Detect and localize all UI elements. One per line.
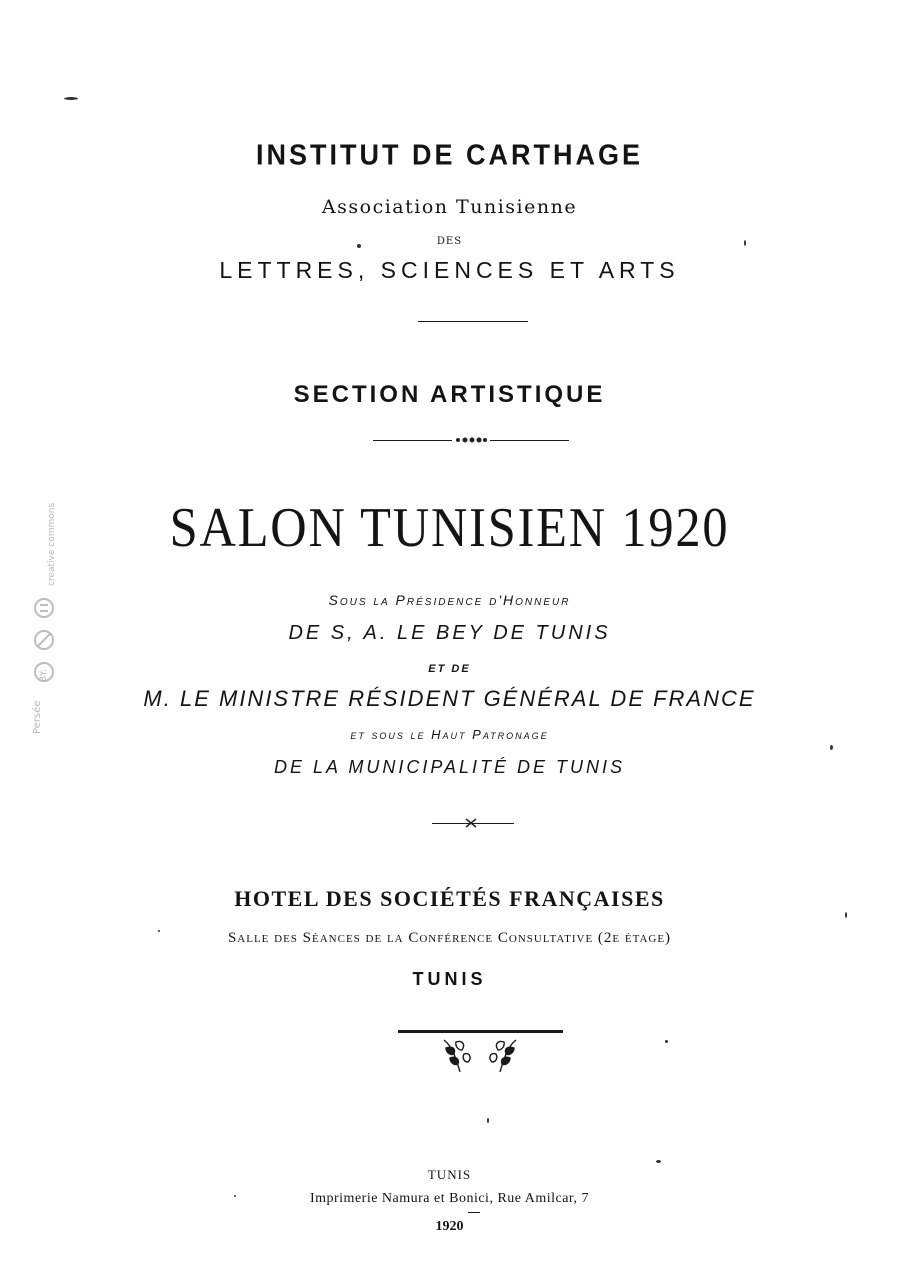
patronage-line-5: et sous le Haut Patronage — [350, 727, 549, 742]
scan-speck — [158, 930, 160, 932]
ornament-rule-5 — [468, 1212, 480, 1213]
scan-speck — [234, 1195, 236, 1197]
patronage-line-3: ET DE — [428, 663, 471, 675]
leaf-ornament-icon — [438, 1036, 522, 1076]
patronage-line-6: DE LA MUNICIPALITÉ DE TUNIS — [273, 757, 626, 777]
venue-city: TUNIS — [412, 969, 487, 989]
cross-ornament-icon — [464, 818, 478, 828]
ornament-rule-4 — [398, 1030, 563, 1033]
imprint-year: 1920 — [435, 1219, 464, 1234]
disciplines-line: LETTRES, SCIENCES ET ARTS — [219, 257, 680, 283]
patronage-line-4: M. LE MINISTRE RÉSIDENT GÉNÉRAL DE FRANCE — [143, 686, 756, 711]
imprint-printer: Imprimerie Namura et Bonici, Rue Amilcar, 7 — [309, 1191, 590, 1206]
scan-speck — [357, 244, 361, 248]
main-title: SALON TUNISIEN 1920 — [169, 497, 730, 559]
scan-speck — [487, 1118, 489, 1123]
publisher-text: Persée — [32, 700, 43, 734]
license-by-text: BY: — [39, 668, 49, 682]
scan-speck — [744, 240, 746, 246]
des-connector: DES — [436, 236, 463, 247]
bead-ornament-icon — [452, 436, 490, 444]
patronage-line-1: Sous la Présidence d'Honneur — [328, 592, 571, 608]
venue-hotel: HOTEL DES SOCIÉTÉS FRANÇAISES — [234, 886, 665, 911]
association-subtitle: Association Tunisienne — [321, 196, 578, 218]
scan-speck — [845, 912, 847, 918]
license-name-text: creative commons — [47, 502, 57, 586]
venue-room: Salle des Séances de la Conférence Consultative (2e étage) — [227, 930, 672, 946]
patronage-line-2: DE S, A. LE BEY DE TUNIS — [288, 622, 611, 644]
scan-speck — [64, 97, 78, 100]
scan-speck — [830, 745, 833, 750]
scan-speck — [665, 1040, 668, 1043]
institute-title: INSTITUT DE CARTHAGE — [256, 139, 643, 171]
ornament-rule-1 — [418, 321, 528, 322]
imprint-city: TUNIS — [427, 1167, 472, 1182]
scan-speck — [656, 1160, 661, 1163]
section-title: SECTION ARTISTIQUE — [293, 381, 606, 408]
